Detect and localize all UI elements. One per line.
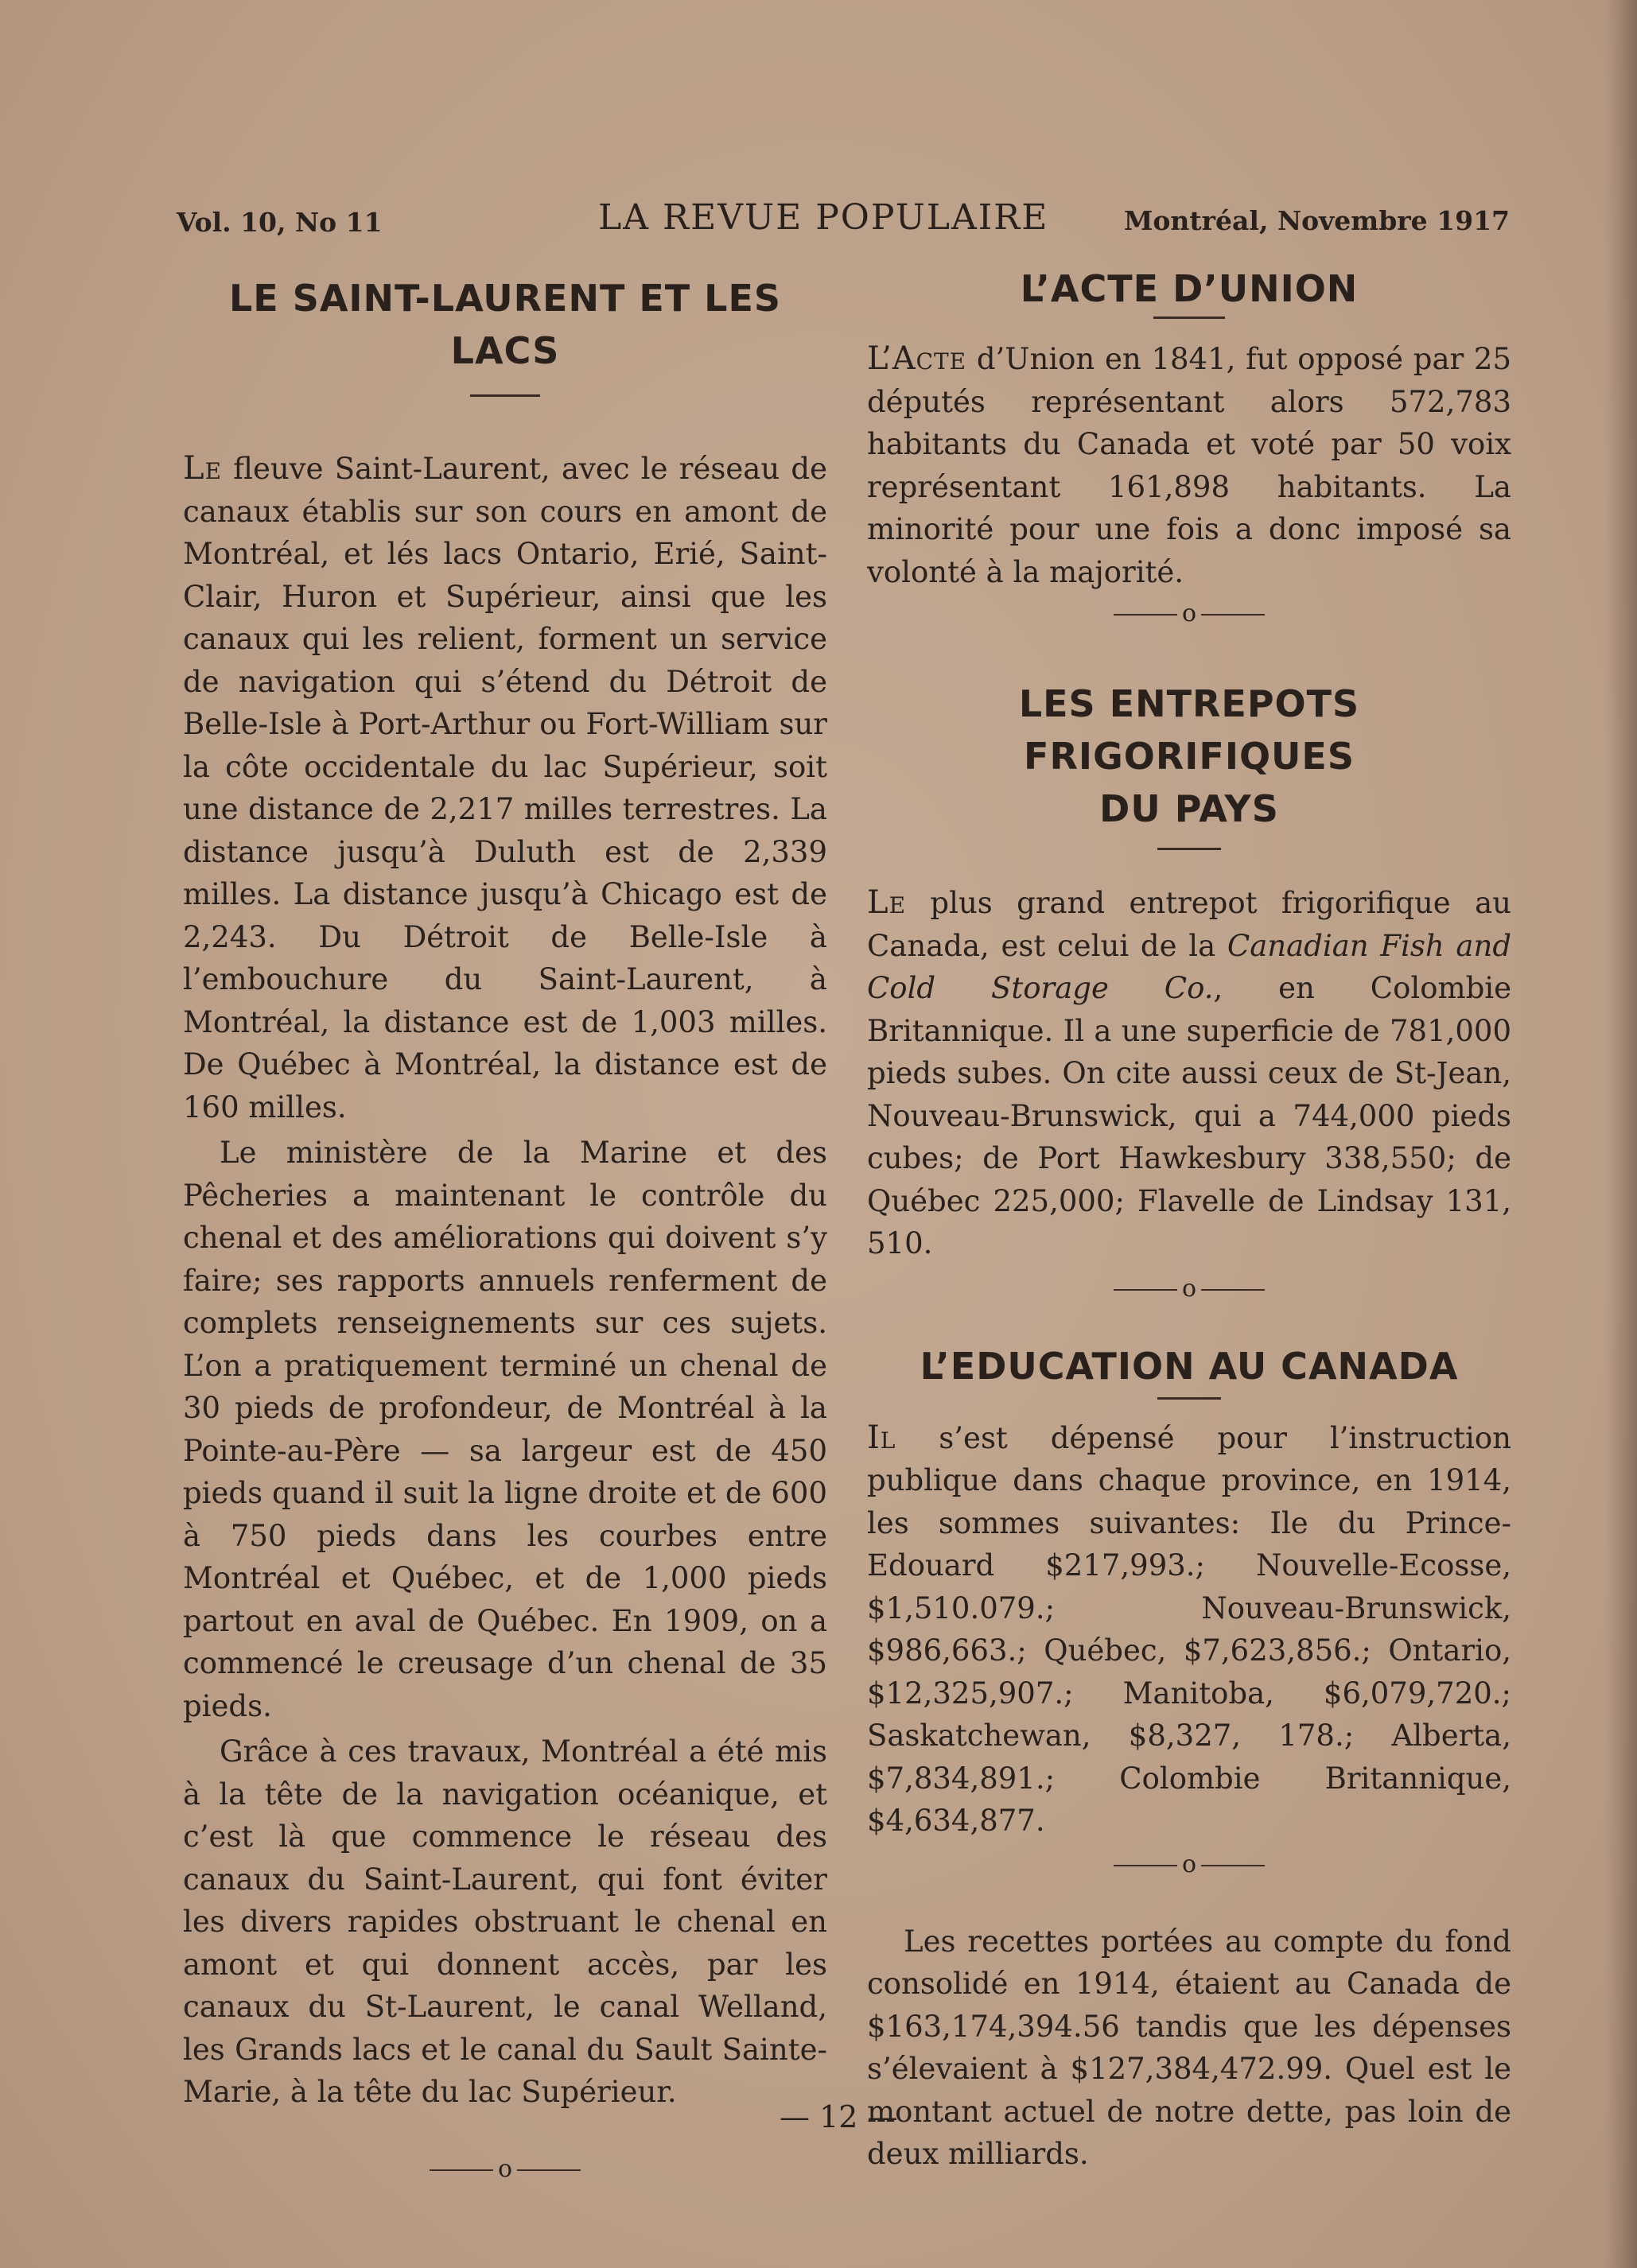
volume-number: Vol. 10, No 11 — [177, 207, 383, 238]
article-paragraph: Les recettes portées au compte du fond consolidé en 1914, étaient au Canada de $163,174,394.56 tandis que les dépenses s’élevaient à $127,384,472.99. Quel est le montant actuel de notre dette, pas loin de deux milliards. — [867, 1924, 1511, 2171]
article-paragraph — [867, 882, 1511, 1265]
title-rule — [470, 394, 540, 397]
article-title-acte-union: L’ACTE D’UNION — [1020, 267, 1359, 310]
running-head — [177, 197, 1510, 245]
drop-initial: Il — [867, 1419, 896, 1456]
title-line: DU PAYS — [1099, 787, 1279, 830]
section-separator: o — [183, 2153, 827, 2185]
paragraph-text: plus grand entrepot frigorifique au Canada, est celui de la — [867, 886, 1511, 963]
paragraph-text: fleuve Saint-Laurent, avec le réseau de canaux établis sur son cours en amont de Montréal, et lés lacs Ontario, Erié, Saint-Clair, Huron et Supérieur, ainsi que les canaux qui les relient, forment un service de navigation qui s’étend du Détroit de Belle-Isle à Port-Arthur ou Fort-William sur la côte occidentale du lac Supérieur, soit une distance de 2,217 milles terrestres. La distance jusqu’à Duluth est de 2,339 milles. La distance jusqu’à Chicago est de 2,243. Du Détroit de Belle-Isle à l’embouchure du Saint-Laurent, à Montréal, la distance est de 1,003 milles. De Québec à Montréal, la distance est de 160 milles. — [183, 452, 827, 1124]
article-paragraph — [867, 1417, 1511, 1843]
right-column — [867, 262, 1511, 2176]
title-rule — [1153, 317, 1225, 319]
left-column — [183, 262, 827, 2185]
page-number: — 12 — — [780, 2099, 898, 2134]
journal-title: LA REVUE POPULAIRE — [598, 197, 1049, 238]
place-date: Montréal, Novembre 1917 — [1123, 205, 1510, 236]
article-title-education: L’EDUCATION AU CANADA — [920, 1344, 1459, 1388]
article-title-saint-laurent: LE SAINT-LAURENT ET LES LACS — [228, 277, 782, 372]
article-paragraph: Grâce à ces travaux, Montréal a été mis à la tête de la navigation océanique, et c’est là que commence le réseau des canaux du Saint-Laurent, qui font éviter les divers rapides obstruant le chenal en amont et qui donnent accès, par les canaux du St-Laurent, le canal Welland, les Grands lacs et le canal du Sault Sainte-Marie, à la tête du lac Supérieur. — [183, 1734, 827, 2109]
section-separator: o — [867, 598, 1511, 630]
article-paragraph — [867, 338, 1511, 593]
paragraph-text: s’est dépensé pour l’instruction publique dans chaque province, en 1914, les sommes suivantes: Ile du Prince-Edouard $217,993.; Nouvelle-Ecosse, $1,510.079.; Nouveau-Brunswick, $986,663.; Québec, $7,623,856.; Ontario, $12,325,907.; Manitoba, $6,079,720.; Saskatchewan, $8,327, 178.; Alberta, $7,834,891.; Colombie Britannique, $4,634,877. — [867, 1420, 1511, 1838]
article-paragraph: Le ministère de la Marine et des Pêcheries a maintenant le contrôle du chenal et des améliorations qui doivent s’y faire; ses rapports annuels renferment de complets renseignements sur ces sujets. L’on a pratiquement terminé un chenal de 30 pieds de profondeur, de Montréal à la Pointe-au-Père — sa largeur est de 450 pieds quand il suit la ligne droite et de 600 à 750 pieds dans les courbes entre Montréal et Québec, et de 1,000 pieds partout en aval de Québec. En 1909, on a commencé le creusage d’un chenal de 35 pieds. — [183, 1136, 827, 1723]
section-separator: o — [867, 1849, 1511, 1881]
title-rule — [1157, 1397, 1221, 1400]
drop-initial: Le — [183, 450, 223, 487]
page-edge-shadow — [1605, 0, 1637, 2268]
title-line: LES ENTREPOTS FRIGORIFIQUES — [1018, 682, 1360, 778]
drop-initial: L’Acte — [867, 340, 967, 377]
drop-initial: Le — [867, 884, 907, 921]
article-title-entrepots — [867, 678, 1511, 835]
company-name: Canadian Fish and Cold Storage Co. — [867, 928, 1512, 1005]
paragraph-text: , en Colombie Britannique. Il a une superficie de 781,000 pieds subes. On cite aussi ceux de St-Jean, Nouveau-Brunswick, qui a 744,000 pieds cubes; de Port Hawkesbury 338,550; de Québec 225,000; Flavelle de Lindsay 131, 510. — [867, 971, 1511, 1260]
paragraph-text: d’Union en 1841, fut opposé par 25 députés représentant alors 572,783 habitants du Canada et voté par 50 voix représentant 161,898 habitants. La minorité pour une fois a donc imposé sa volonté à la majorité. — [867, 342, 1511, 589]
section-separator: o — [867, 1273, 1511, 1305]
article-paragraph — [183, 448, 827, 1128]
title-rule — [1157, 848, 1221, 850]
